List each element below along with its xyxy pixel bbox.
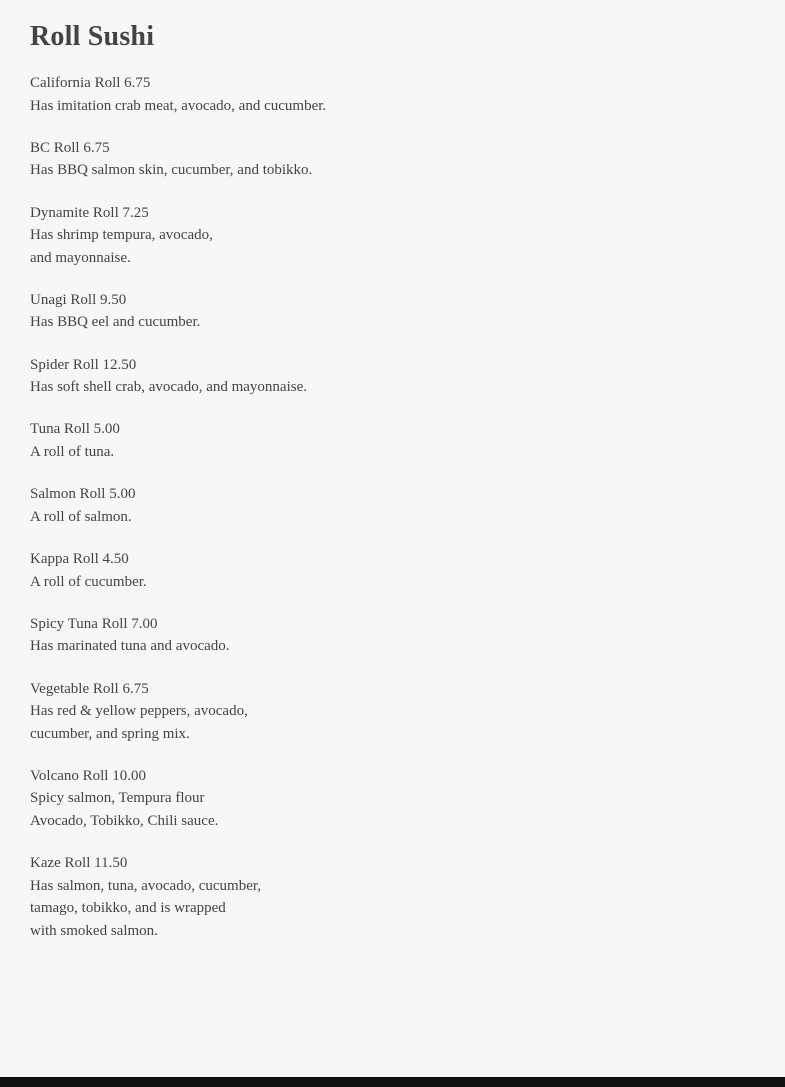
menu-item-description: Has imitation crab meat, avocado, and cucumber. [30,97,327,114]
menu-item [30,202,785,270]
menu-item-description: Has shrimp tempura, avocado, [30,227,213,244]
menu-item-header [30,483,785,506]
menu-item-name: California Roll [30,75,121,91]
menu-item-description: A roll of tuna. [30,443,115,460]
menu-item [30,765,785,833]
menu-item-name: Salmon Roll [30,486,106,503]
menu-item [30,852,785,942]
menu-item-name: Volcano Roll [30,767,109,784]
menu-item-price: 12.50 [102,356,137,373]
menu-item-header [30,418,785,441]
menu-item-name: Unagi Roll [30,291,97,308]
menu-item-price: 6.75 [124,75,151,91]
menu-item-description: Has salmon, tuna, avocado, cucumber, [30,877,261,894]
menu-item-description: cucumber, and spring mix. [30,725,190,742]
menu-item-price: 4.50 [102,551,129,568]
menu-item [30,613,785,658]
menu-item-description: tamago, tobikko, and is wrapped [30,900,226,917]
menu-item-price: 5.00 [93,421,120,438]
menu-item-name: BC Roll [30,139,80,156]
menu-item-header [30,72,785,95]
menu-item-price: 6.75 [83,139,110,156]
menu-item [30,418,785,463]
menu-item [30,548,785,593]
menu-item-header [30,548,785,571]
menu-item-header [30,137,785,160]
menu-item [30,72,785,117]
menu-item-header [30,202,785,225]
menu-item [30,354,785,399]
menu-item-description: Spicy salmon, Tempura flour [30,790,205,807]
menu-item-description: Has marinated tuna and avocado. [30,638,230,655]
menu-item [30,289,785,334]
menu-item-header [30,765,785,788]
menu-item-price: 7.00 [131,615,158,632]
menu-item-name: Spider Roll [30,356,99,373]
menu-item-name: Kaze Roll [30,855,91,872]
menu-item-description: A roll of salmon. [30,508,132,525]
menu-item-price: 6.75 [122,680,149,697]
menu-item-description: with smoked salmon. [30,922,158,939]
menu-item [30,678,785,746]
menu-item-name: Vegetable Roll [30,680,119,697]
menu-list [30,72,785,942]
menu-item-name: Spicy Tuna Roll [30,615,128,632]
menu-item-price: 5.00 [109,486,136,503]
menu-item [30,483,785,528]
menu-item-header [30,678,785,701]
menu-item-description: Has BBQ eel and cucumber. [30,314,201,331]
menu-item-description: Has soft shell crab, avocado, and mayonnaise. [30,379,307,396]
menu-item-name: Dynamite Roll [30,204,119,221]
menu-item-header [30,354,785,377]
menu-page [30,0,785,962]
menu-item-price: 7.25 [122,204,149,221]
page-title: Roll Sushi [30,21,155,52]
menu-item-name: Tuna Roll [30,421,90,438]
menu-item-price: 11.50 [94,855,128,872]
menu-item-description: Has BBQ salmon skin, cucumber, and tobikko. [30,162,313,179]
menu-item [30,137,785,182]
menu-item-header [30,852,785,875]
menu-item-description: and mayonnaise. [30,249,131,266]
menu-item-name: Kappa Roll [30,551,99,568]
menu-item-price: 9.50 [100,291,127,308]
menu-item-description: Has red & yellow peppers, avocado, [30,703,248,720]
menu-item-header [30,289,785,312]
menu-item-description: A roll of cucumber. [30,573,147,590]
menu-item-description: Avocado, Tobikko, Chili sauce. [30,812,219,829]
menu-item-price: 10.00 [112,767,146,784]
menu-item-header [30,613,785,636]
bottom-bar [0,1077,785,1087]
